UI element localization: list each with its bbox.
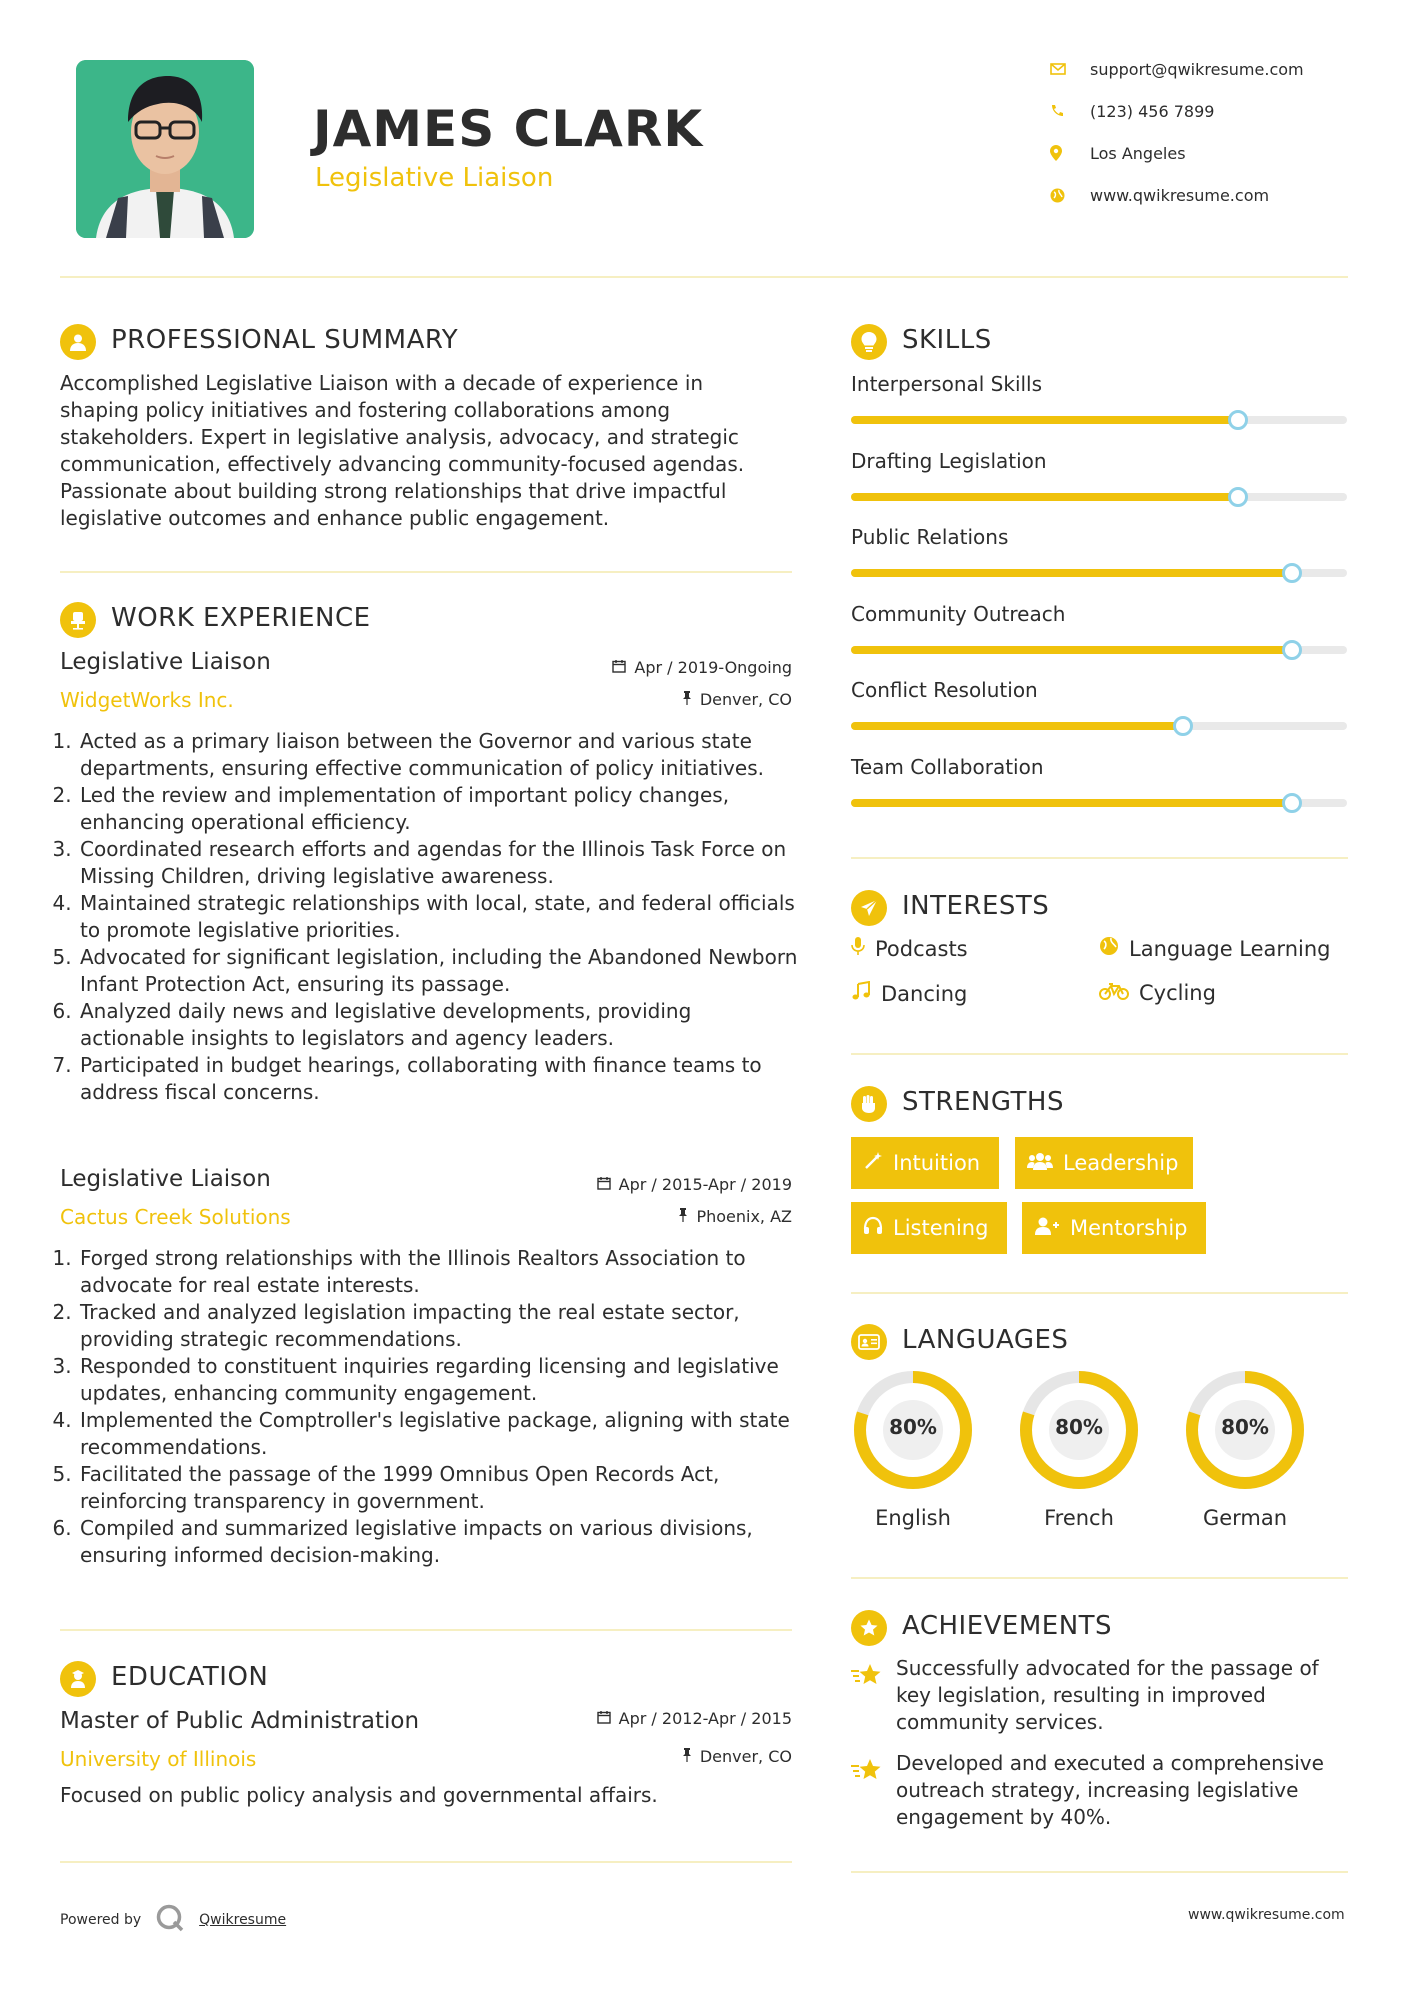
skill-name: Team Collaboration xyxy=(851,754,1044,779)
skill-level-knob xyxy=(1282,793,1302,813)
education-title: EDUCATION xyxy=(111,1662,269,1692)
skill-level-knob xyxy=(1173,716,1193,736)
education-note: Focused on public policy analysis and governmental affairs. xyxy=(60,1783,658,1807)
job-date xyxy=(532,1175,792,1194)
job-location-text: Phoenix, AZ xyxy=(696,1207,792,1226)
phone-icon xyxy=(1050,104,1090,118)
interest-item xyxy=(1099,981,1216,1005)
chair-icon xyxy=(60,602,96,638)
language-ring xyxy=(1183,1368,1307,1496)
job-date xyxy=(532,658,792,677)
map-pin-icon xyxy=(1050,145,1090,161)
job-location xyxy=(532,1207,792,1226)
language-name: French xyxy=(1044,1506,1114,1530)
profile-photo xyxy=(76,60,254,238)
contact-email-text: support@qwikresume.com xyxy=(1090,59,1304,79)
summary-line: Passionate about building strong relationships that drive impactful xyxy=(60,479,727,503)
job-date-text: Apr / 2015-Apr / 2019 xyxy=(618,1175,792,1194)
skills-title: SKILLS xyxy=(902,325,992,355)
skill-bar-fill xyxy=(851,646,1292,654)
interest-item xyxy=(851,936,968,961)
summary-line: communication, effectively advancing community-focused agendas. xyxy=(60,452,745,476)
star-icon xyxy=(851,1662,883,1692)
skill-bar-track xyxy=(851,722,1347,730)
achievement-item: Successfully advocated for the passage of key legislation, resulting in improved community services. xyxy=(896,1656,1319,1734)
language-percent: 80% xyxy=(1221,1415,1269,1439)
candidate-name: JAMES CLARK xyxy=(313,100,704,158)
duty-item: 3. Coordinated research efforts and agendas for the Illinois Task Force on Missing Children, driving legislative awareness. xyxy=(78,836,798,890)
contact-website-text: www.qwikresume.com xyxy=(1090,185,1270,205)
summary-text xyxy=(60,370,820,532)
strength-badge xyxy=(1022,1202,1206,1254)
qwikresume-logo-icon xyxy=(155,1903,185,1937)
duty-item: 6. Analyzed daily news and legislative developments, providing actionable insights to legislators and agency leaders. xyxy=(78,998,798,1052)
header-divider xyxy=(60,276,1348,278)
pushpin-icon xyxy=(682,690,692,709)
strengths-divider xyxy=(851,1292,1348,1294)
education-location-text: Denver, CO xyxy=(699,1747,792,1766)
user-icon xyxy=(60,324,96,360)
duty-item: 5. Facilitated the passage of the 1999 Omnibus Open Records Act, reinforcing transparency in government. xyxy=(78,1461,798,1515)
strength-label: Leadership xyxy=(1063,1151,1179,1175)
achievements-divider xyxy=(851,1871,1348,1873)
summary-divider xyxy=(60,571,792,573)
star-icon xyxy=(851,1757,883,1787)
contact-website[interactable] xyxy=(1050,183,1350,207)
strength-label: Intuition xyxy=(893,1151,981,1175)
interest-label: Podcasts xyxy=(875,936,968,961)
skill-bar-fill xyxy=(851,722,1183,730)
user-plus-icon xyxy=(1034,1216,1060,1241)
strength-label: Mentorship xyxy=(1070,1216,1188,1240)
users-icon xyxy=(1027,1151,1053,1176)
skill-bar-track xyxy=(851,646,1347,654)
graduate-icon xyxy=(60,1661,96,1697)
job-company: WidgetWorks Inc. xyxy=(60,688,234,712)
language-name: English xyxy=(875,1506,951,1530)
strength-label: Listening xyxy=(893,1216,989,1240)
skill-name: Drafting Legislation xyxy=(851,448,1047,473)
languages-divider xyxy=(851,1577,1348,1579)
duty-item: 3. Responded to constituent inquiries regarding licensing and legislative updates, enhancing community engagement. xyxy=(78,1353,798,1407)
duty-item: 7. Participated in budget hearings, collaborating with finance teams to address fiscal concerns. xyxy=(78,1052,798,1106)
contact-location-text: Los Angeles xyxy=(1090,143,1186,163)
language-percent: 80% xyxy=(1055,1415,1103,1439)
skills-divider xyxy=(851,857,1348,859)
skill-bar-track xyxy=(851,493,1347,501)
language-ring xyxy=(851,1368,975,1496)
contact-email[interactable] xyxy=(1050,57,1350,81)
skill-level-knob xyxy=(1282,563,1302,583)
job-date-text: Apr / 2019-Ongoing xyxy=(634,658,792,677)
duty-item: 5. Advocated for significant legislation, including the Abandoned Newborn Infant Protection Act, ensuring its passage. xyxy=(78,944,798,998)
languages-title: LANGUAGES xyxy=(902,1325,1069,1355)
contact-phone[interactable] xyxy=(1050,99,1350,123)
paper-plane-icon xyxy=(851,890,887,926)
skill-bar-fill xyxy=(851,569,1292,577)
envelope-icon xyxy=(1050,63,1090,75)
skill-name: Community Outreach xyxy=(851,601,1066,626)
summary-line: Accomplished Legislative Liaison with a decade of experience in xyxy=(60,371,704,395)
job-location xyxy=(532,690,792,709)
interest-label: Cycling xyxy=(1139,981,1216,1005)
globe-icon xyxy=(1050,188,1090,203)
skill-bar-fill xyxy=(851,416,1238,424)
duty-item: 6. Compiled and summarized legislative impacts on various divisions, ensuring informed decision-making. xyxy=(78,1515,798,1569)
contact-location xyxy=(1050,141,1350,165)
interests-title: INTERESTS xyxy=(902,891,1050,921)
language-ring xyxy=(1017,1368,1141,1496)
id-card-icon xyxy=(851,1324,887,1360)
achievement-item: Developed and executed a comprehensive outreach strategy, increasing legislative engagement by 40%. xyxy=(896,1751,1324,1829)
achievements-title: ACHIEVEMENTS xyxy=(902,1611,1113,1641)
skill-bar-fill xyxy=(851,799,1292,807)
powered-by-label: Powered by xyxy=(60,1912,142,1928)
brand-link[interactable]: Qwikresume xyxy=(199,1912,287,1928)
fist-icon xyxy=(851,1086,887,1122)
music-note-icon xyxy=(851,981,871,1006)
summary-line: shaping policy initiatives and fostering collaborations among xyxy=(60,398,671,422)
duty-item: 2. Led the review and implementation of important policy changes, enhancing operational efficiency. xyxy=(78,782,798,836)
pushpin-icon xyxy=(678,1207,688,1226)
skill-bar-track xyxy=(851,569,1347,577)
skill-bar-track xyxy=(851,799,1347,807)
interest-label: Language Learning xyxy=(1129,936,1331,961)
job-title: Legislative Liaison xyxy=(60,649,271,675)
education-date-text: Apr / 2012-Apr / 2015 xyxy=(618,1709,792,1728)
education-location xyxy=(532,1747,792,1766)
work-divider xyxy=(60,1629,792,1631)
skill-level-knob xyxy=(1228,410,1248,430)
strengths-title: STRENGTHS xyxy=(902,1087,1064,1117)
job-duties xyxy=(58,1245,798,1569)
duty-item: 4. Maintained strategic relationships with local, state, and federal officials to promote legislative priorities. xyxy=(78,890,798,944)
duty-item: 1. Forged strong relationships with the Illinois Realtors Association to advocate for real estate interests. xyxy=(78,1245,798,1299)
microphone-icon xyxy=(851,936,865,961)
job-company: Cactus Creek Solutions xyxy=(60,1205,291,1229)
interests-divider xyxy=(851,1053,1348,1055)
lightbulb-icon xyxy=(851,324,887,360)
language-name: German xyxy=(1202,1506,1288,1530)
candidate-role: Legislative Liaison xyxy=(315,163,554,193)
skill-name: Public Relations xyxy=(851,525,1009,549)
education-divider xyxy=(60,1861,792,1863)
calendar-icon xyxy=(597,1175,611,1194)
skill-bar-fill xyxy=(851,493,1238,501)
summary-line: stakeholders. Expert in legislative analysis, advocacy, and strategic xyxy=(60,425,739,449)
calendar-icon xyxy=(597,1709,611,1728)
footer-site-link[interactable]: www.qwikresume.com xyxy=(1188,1907,1345,1923)
job-duties xyxy=(58,728,798,1106)
duty-item: 1. Acted as a primary liaison between the Governor and various state departments, ensuring effective communication of policy initiatives. xyxy=(78,728,798,782)
footer-powered xyxy=(60,1903,286,1937)
job-location-text: Denver, CO xyxy=(699,690,792,709)
summary-line: legislative outcomes and enhance public engagement. xyxy=(60,506,610,530)
summary-title: PROFESSIONAL SUMMARY xyxy=(111,325,459,355)
job-title: Legislative Liaison xyxy=(60,1166,271,1192)
strength-badge xyxy=(851,1202,1007,1254)
pushpin-icon xyxy=(682,1747,692,1766)
school-name: University of Illinois xyxy=(60,1747,257,1771)
trophy-star-icon xyxy=(851,1610,887,1646)
magic-wand-icon xyxy=(863,1151,883,1176)
interest-label: Dancing xyxy=(881,981,968,1006)
headphones-icon xyxy=(863,1216,883,1241)
interest-item xyxy=(851,981,967,1006)
contact-phone-text: (123) 456 7899 xyxy=(1090,101,1215,121)
education-date xyxy=(532,1709,792,1728)
degree-title: Master of Public Administration xyxy=(60,1708,420,1734)
skill-level-knob xyxy=(1228,487,1248,507)
strength-badge xyxy=(851,1137,999,1189)
skill-name: Interpersonal Skills xyxy=(851,372,1043,396)
work-title: WORK EXPERIENCE xyxy=(111,603,371,633)
skill-bar-track xyxy=(851,416,1347,424)
duty-item: 4. Implemented the Comptroller's legislative package, aligning with state recommendations. xyxy=(78,1407,798,1461)
bicycle-icon xyxy=(1099,981,1129,1005)
duty-item: 2. Tracked and analyzed legislation impacting the real estate sector, providing strategic recommendations. xyxy=(78,1299,798,1353)
skill-name: Conflict Resolution xyxy=(851,678,1038,702)
interest-item xyxy=(1099,936,1330,961)
skill-level-knob xyxy=(1282,640,1302,660)
globe-icon xyxy=(1099,936,1119,961)
strength-badge xyxy=(1015,1137,1193,1189)
calendar-icon xyxy=(612,658,626,677)
language-percent: 80% xyxy=(889,1415,937,1439)
